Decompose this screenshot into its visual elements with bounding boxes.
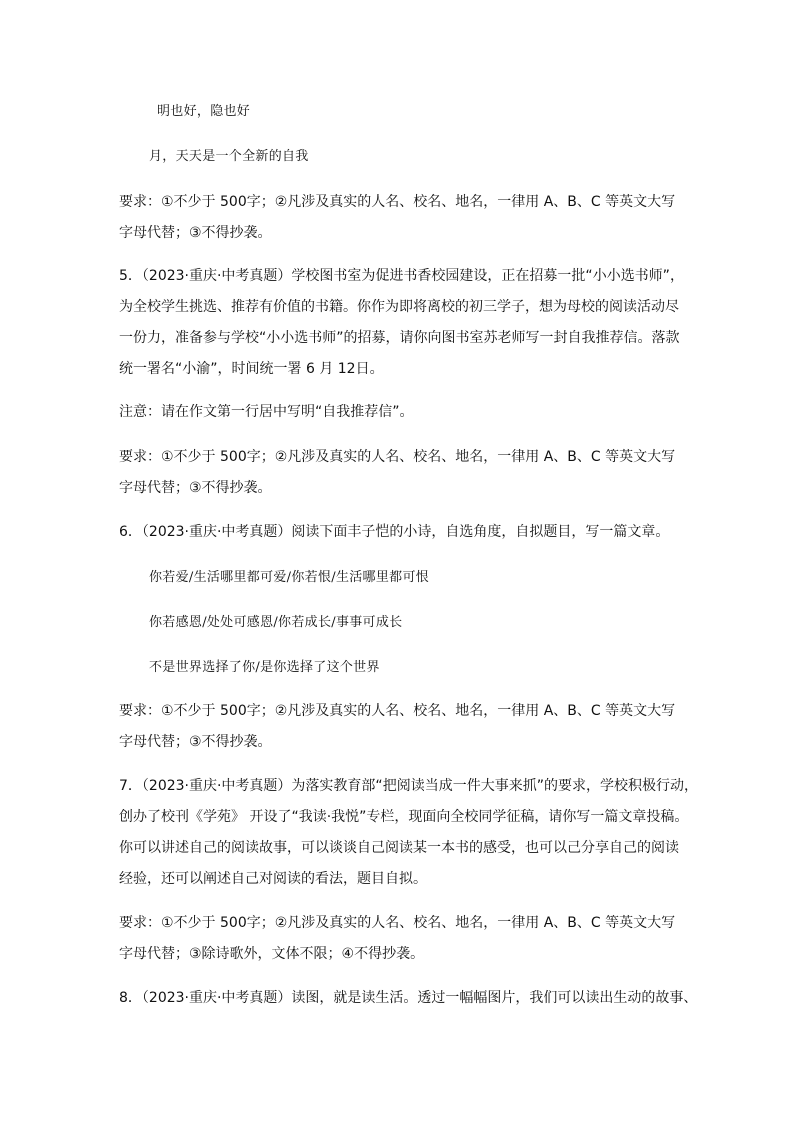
requirement-line: 要求：①不少于 500字；②凡涉及真实的人名、校名、地名，一律用 A、B、C 等英文大写 <box>119 194 676 210</box>
q6-poem-line: 你若爱/生活哪里都可爱/你若恨/生活哪里都可恨 <box>149 570 430 585</box>
prompt-line: 5．（2023·重庆·中考真题）学校图书室为促进书香校园建设，正在招募一批“小小选书师”， <box>119 268 684 284</box>
q6-requirement <box>119 696 676 758</box>
q6-poem-line: 你若感恩/处处可感恩/你若成长/事事可成长 <box>149 615 403 630</box>
poem-fragment-line: 明也好，隐也好 <box>157 104 251 119</box>
requirement-line: 字母代替；③除诗歌外，文体不限；④不得抄袭。 <box>119 946 425 962</box>
requirement-line: 字母代替；③不得抄袭。 <box>119 225 272 241</box>
prompt-line: 统一署名“小渝”，时间统一署 6 月 12日。 <box>119 361 384 377</box>
requirement-line: 要求：①不少于 500字；②凡涉及真实的人名、校名、地名，一律用 A、B、C 等英文大写 <box>119 915 676 931</box>
prompt-line: 6．（2023·重庆·中考真题）阅读下面丰子恺的小诗，自选角度，自拟题目，写一篇文章。 <box>119 524 670 540</box>
q5-prompt <box>119 261 684 385</box>
q6-prompt <box>119 517 673 548</box>
prompt-line: 创办了校刊《学苑》 开设了“我读·我悦”专栏，现面向全校同学征稿，请你写一篇文章投稿。 <box>119 809 689 825</box>
poem-fragment-line: 月，天天是一个全新的自我 <box>149 149 309 164</box>
q7-requirement <box>119 908 676 970</box>
prompt-line: 经验，还可以阐述自己对阅读的看法，题目自拟。 <box>119 871 427 887</box>
note-line: 注意：请在作文第一行居中写明“自我推荐信”。 <box>119 404 414 420</box>
requirement-line: 要求：①不少于 500字；②凡涉及真实的人名、校名、地名，一律用 A、B、C 等英文大写 <box>119 703 676 719</box>
requirement-line: 字母代替；③不得抄袭。 <box>119 734 272 750</box>
requirement-line: 要求：①不少于 500字；②凡涉及真实的人名、校名、地名，一律用 A、B、C 等英文大写 <box>119 449 676 465</box>
prompt-line: 一份力，准备参与学校“小小选书师”的招募，请你向图书室苏老师写一封自我推荐信。落款 <box>119 330 680 346</box>
prompt-line: 8．（2023·重庆·中考真题）读图，就是读生活。透过一幅幅图片，我们可以读出生动的故事、 <box>119 990 698 1006</box>
requirement-line: 字母代替；③不得抄袭。 <box>119 480 272 496</box>
q5-note <box>119 397 673 428</box>
prompt-line: 为全校学生挑选、推荐有价值的书籍。你作为即将离校的初三学子，想为母校的阅读活动尽 <box>119 299 679 315</box>
q7-prompt <box>119 771 698 895</box>
q8-prompt <box>119 983 698 1014</box>
q4-requirement <box>119 187 676 249</box>
q6-poem-line: 不是世界选择了你/是你选择了这个世界 <box>149 660 380 675</box>
prompt-line: 你可以讲述自己的阅读故事，可以谈谈自己阅读某一本书的感受，也可以己分享自己的阅读 <box>119 840 679 856</box>
prompt-line: 7．（2023·重庆·中考真题）为落实教育部“把阅读当成一件大事来抓”的要求，学校积极行动， <box>119 778 698 794</box>
q5-requirement <box>119 442 676 504</box>
